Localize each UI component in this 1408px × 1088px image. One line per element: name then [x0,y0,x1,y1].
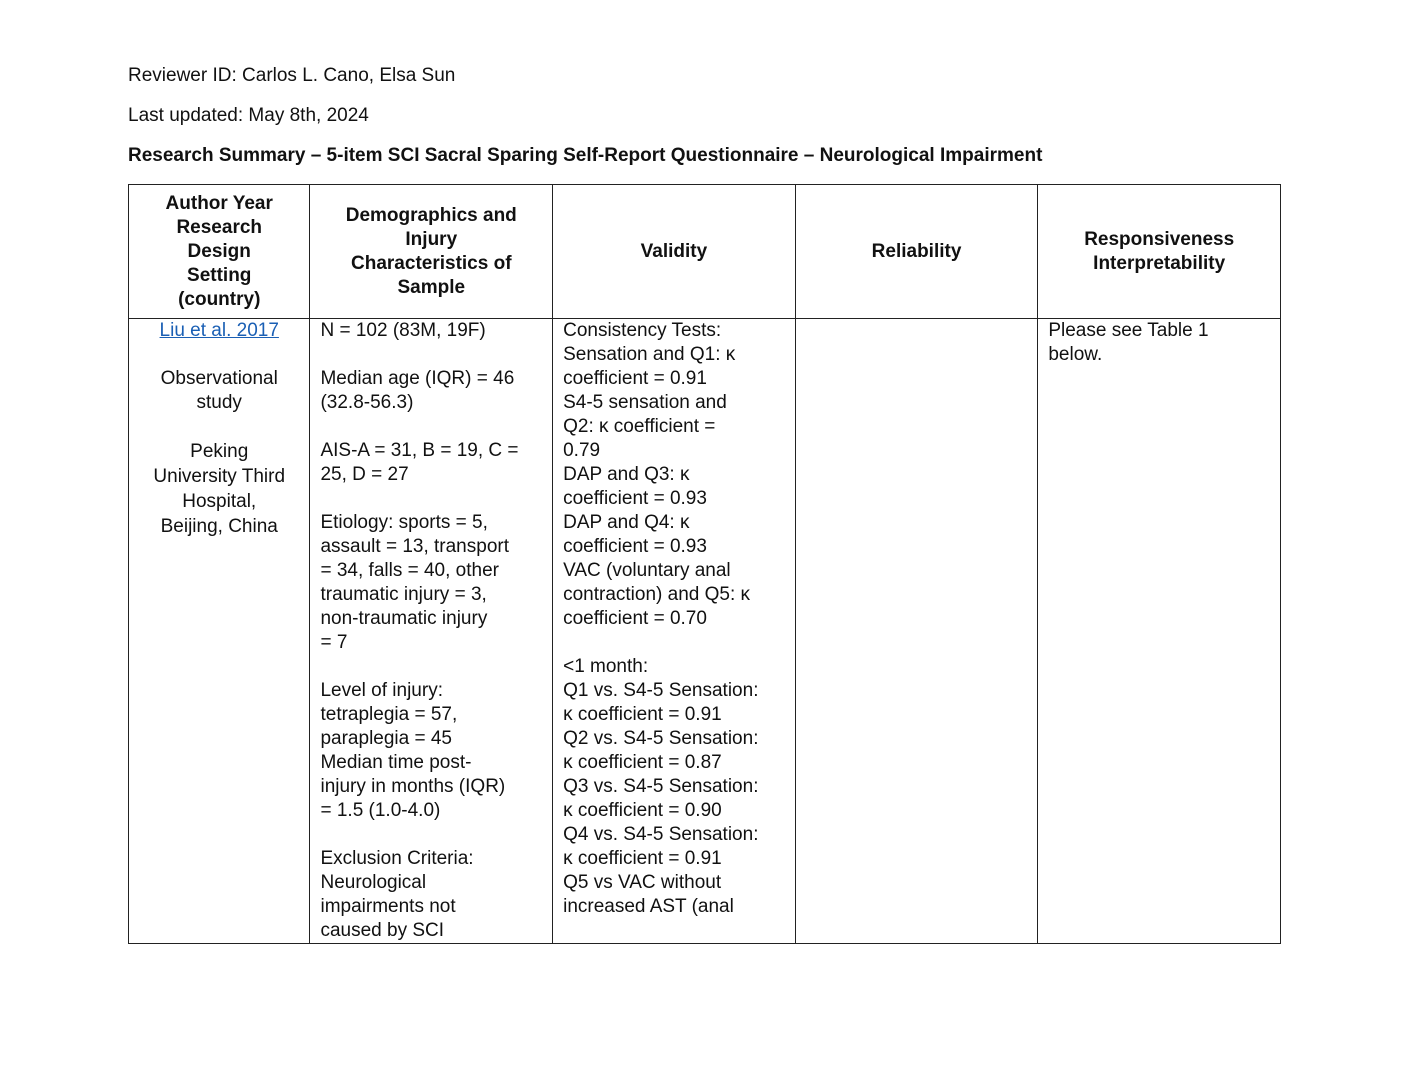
header-line: Author Year [165,192,273,214]
demo-line: Neurological [320,872,427,893]
header-reliability [795,185,1038,319]
demo-line: AIS-A = 31, B = 19, C = [320,440,519,461]
demo-exclusion-criteria [320,847,542,943]
validity-cell [553,319,796,944]
header-line: Validity [640,240,708,262]
validity-line: 0.79 [563,440,601,461]
demo-line: caused by SCI [320,920,445,941]
validity-line: Q3 vs. S4-5 Sensation: [563,776,759,797]
validity-line: κ coefficient = 0.87 [563,752,722,773]
validity-line: coefficient = 0.91 [563,368,707,389]
validity-line: DAP and Q3: κ [563,464,690,485]
demo-line: impairments not [320,896,456,917]
table-header-row [129,185,1281,319]
demo-line: N = 102 (83M, 19F) [320,320,486,341]
citation-link[interactable]: Liu et al. 2017 [159,320,279,341]
demo-line: non-traumatic injury [320,608,488,629]
demo-line: Level of injury: [320,680,443,701]
last-updated: Last updated: May 8th, 2024 [128,105,369,126]
responsiveness-cell [1038,319,1281,944]
header-demographics [310,185,553,319]
responsiveness-line: Please see Table 1 [1048,320,1209,341]
header-responsiveness [1038,185,1281,319]
header-line: Demographics and [345,204,517,226]
research-summary-table [128,184,1281,944]
validity-line: <1 month: [563,656,649,677]
reliability-cell [795,319,1038,944]
page-title: Research Summary – 5-item SCI Sacral Sparing Self-Report Questionnaire – Neurological Impairment [128,145,1043,166]
study-setting [139,439,299,539]
header-author-year [129,185,310,319]
demo-time-post-injury [320,751,542,823]
demo-line: Median time post- [320,752,472,773]
responsiveness-line: below. [1048,344,1103,365]
demo-line: assault = 13, transport [320,536,509,557]
validity-line: Q2 vs. S4-5 Sensation: [563,728,759,749]
setting-line: Peking [190,441,249,462]
header-line: Research [176,216,263,238]
header-line: Sample [397,276,466,298]
demographics-cell [310,319,553,944]
demo-line: tetraplegia = 57, [320,704,458,725]
validity-line: DAP and Q4: κ [563,512,690,533]
study-design [139,367,299,415]
validity-line: coefficient = 0.70 [563,608,707,629]
validity-line: coefficient = 0.93 [563,536,707,557]
demo-line: Median age (IQR) = 46 [320,368,515,389]
demo-line: 25, D = 27 [320,464,409,485]
validity-line: increased AST (anal [563,896,734,917]
demo-line: injury in months (IQR) [320,776,506,797]
validity-line: κ coefficient = 0.90 [563,800,722,821]
setting-line: University Third [153,466,286,487]
design-line: Observational [160,368,278,389]
validity-line: Q1 vs. S4-5 Sensation: [563,680,759,701]
validity-line: Q4 vs. S4-5 Sensation: [563,824,759,845]
validity-line: Sensation and Q1: κ [563,344,736,365]
demo-line: = 7 [320,632,348,653]
demo-ais [320,439,542,487]
header-line: Reliability [871,240,962,262]
table-row [129,319,1281,944]
demo-level-of-injury [320,679,542,751]
header-line: Setting [187,264,252,286]
validity-under-one-month [563,655,785,919]
header-line: Injury [405,228,458,250]
validity-line: Q5 vs VAC without [563,872,722,893]
validity-line: VAC (voluntary anal [563,560,731,581]
demo-line: paraplegia = 45 [320,728,452,749]
header-line: (country) [178,288,261,310]
setting-line: Hospital, [182,491,257,512]
validity-line: κ coefficient = 0.91 [563,704,722,725]
header-line: Interpretability [1093,252,1226,274]
demo-etiology [320,511,542,655]
header-validity [553,185,796,319]
validity-line: Consistency Tests: [563,320,722,341]
validity-line: κ coefficient = 0.91 [563,848,722,869]
demo-line: traumatic injury = 3, [320,584,487,605]
validity-consistency-tests [563,319,785,631]
validity-line: contraction) and Q5: κ [563,584,751,605]
demo-line: = 34, falls = 40, other [320,560,499,581]
header-line: Characteristics of [351,252,512,274]
setting-line: Beijing, China [160,516,278,537]
demo-median-age [320,367,542,415]
header-line: Design [187,240,251,262]
demo-line: (32.8-56.3) [320,392,414,413]
validity-line: Q2: κ coefficient = [563,416,716,437]
header-line: Responsiveness [1084,228,1235,250]
demo-sample-size [320,319,542,343]
demo-line: = 1.5 (1.0-4.0) [320,800,441,821]
demo-line: Exclusion Criteria: [320,848,474,869]
validity-line: S4-5 sensation and [563,392,727,413]
study-cell [129,319,310,944]
validity-line: coefficient = 0.93 [563,488,707,509]
design-line: study [196,392,242,413]
reviewer-id: Reviewer ID: Carlos L. Cano, Elsa Sun [128,65,456,86]
demo-line: Etiology: sports = 5, [320,512,488,533]
